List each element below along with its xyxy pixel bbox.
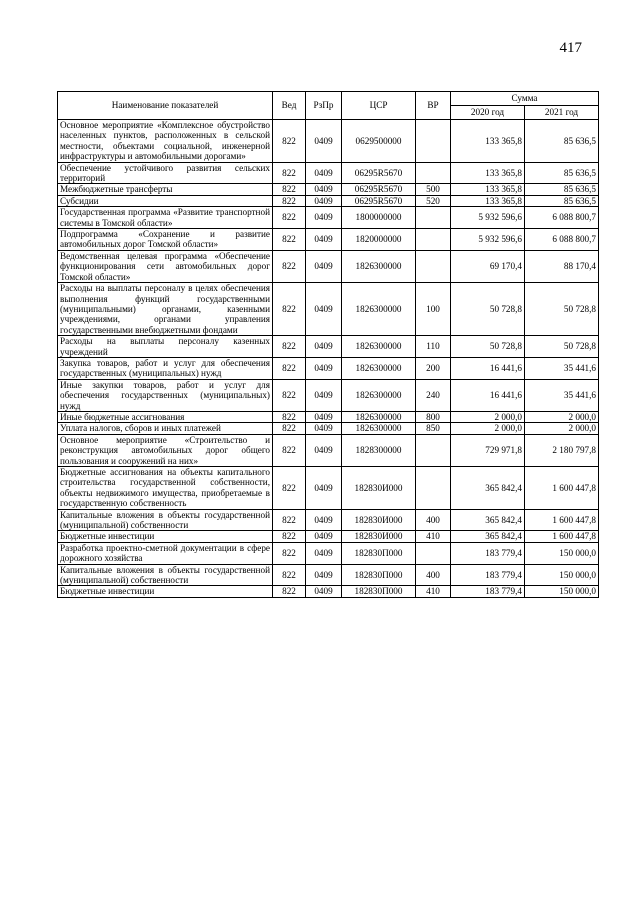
header-year-2020: 2020 год [451,106,525,120]
table-row [58,542,599,564]
cell-2020: 50 728,8 [451,336,525,358]
cell-ved: 822 [273,195,306,206]
cell-ved: 822 [273,379,306,411]
cell-2021: 6 088 800,7 [525,229,599,251]
header-name: Наименование показателей [58,92,273,120]
cell-vr: 100 [416,283,451,336]
cell-name: Уплата налогов, сборов и иных платежей [58,423,273,434]
cell-2020: 69 170,4 [451,250,525,282]
cell-2020: 133 365,8 [451,195,525,206]
table-row [58,357,599,379]
cell-vr [416,434,451,466]
cell-2020: 729 971,8 [451,434,525,466]
table-header [58,92,599,120]
cell-rzpr: 0409 [306,467,342,510]
cell-ved: 822 [273,467,306,510]
cell-2021: 50 728,8 [525,283,599,336]
cell-csr: 1826300000 [342,357,416,379]
cell-vr: 200 [416,357,451,379]
cell-rzpr: 0409 [306,509,342,531]
cell-vr [416,162,451,184]
cell-csr: 0629500000 [342,120,416,163]
cell-ved: 822 [273,229,306,251]
cell-csr: 182830И000 [342,509,416,531]
cell-2021: 150 000,0 [525,564,599,586]
cell-2020: 183 779,4 [451,564,525,586]
table-row [58,564,599,586]
cell-2020: 5 932 596,6 [451,229,525,251]
cell-rzpr: 0409 [306,250,342,282]
cell-2020: 183 779,4 [451,542,525,564]
cell-name: Основное мероприятие «Комплексное обустройство населенных пунктов, расположенных в сельской местности, объектами социальной, инженерной инфраструктуры и автомобильными дорогами» [58,120,273,163]
cell-2021: 1 600 447,8 [525,531,599,542]
table-body [58,120,599,598]
table-row [58,379,599,411]
cell-name: Иные закупки товаров, работ и услуг для обеспечения государственных (муниципальных) нужд [58,379,273,411]
cell-2020: 50 728,8 [451,283,525,336]
cell-rzpr: 0409 [306,184,342,195]
table-row [58,423,599,434]
table-row [58,283,599,336]
cell-ved: 822 [273,434,306,466]
cell-ved: 822 [273,184,306,195]
cell-name: Иные бюджетные ассигнования [58,411,273,422]
cell-ved: 822 [273,250,306,282]
table-row [58,184,599,195]
cell-2020: 133 365,8 [451,162,525,184]
cell-2021: 2 000,0 [525,423,599,434]
cell-2020: 133 365,8 [451,120,525,163]
table-row [58,250,599,282]
cell-name: Капитальные вложения в объекты государственной (муниципальной) собственности [58,564,273,586]
cell-2020: 365 842,4 [451,531,525,542]
cell-csr: 06295R5670 [342,184,416,195]
cell-2020: 5 932 596,6 [451,207,525,229]
cell-csr: 06295R5670 [342,195,416,206]
cell-csr: 1826300000 [342,250,416,282]
cell-ved: 822 [273,564,306,586]
cell-rzpr: 0409 [306,411,342,422]
table-row [58,411,599,422]
header-year-2021: 2021 год [525,106,599,120]
cell-vr: 410 [416,586,451,597]
table-row [58,162,599,184]
cell-name: Бюджетные инвестиции [58,586,273,597]
cell-2020: 16 441,6 [451,357,525,379]
cell-csr: 1826300000 [342,379,416,411]
table-row [58,195,599,206]
cell-csr: 182830П000 [342,564,416,586]
cell-2021: 2 000,0 [525,411,599,422]
table-row [58,467,599,510]
cell-2021: 85 636,5 [525,195,599,206]
cell-csr: 1826300000 [342,411,416,422]
cell-name: Ведомственная целевая программа «Обеспечение функционирования сети автомобильных дорог Томской области» [58,250,273,282]
cell-2021: 1 600 447,8 [525,467,599,510]
cell-name: Межбюджетные трансферты [58,184,273,195]
cell-ved: 822 [273,283,306,336]
budget-table [57,91,599,598]
cell-rzpr: 0409 [306,423,342,434]
cell-2021: 1 600 447,8 [525,509,599,531]
cell-rzpr: 0409 [306,120,342,163]
cell-2020: 16 441,6 [451,379,525,411]
cell-csr: 1800000000 [342,207,416,229]
cell-vr: 500 [416,184,451,195]
cell-2021: 150 000,0 [525,586,599,597]
cell-ved: 822 [273,411,306,422]
cell-name: Расходы на выплаты персоналу казенных учреждений [58,336,273,358]
cell-ved: 822 [273,120,306,163]
cell-csr: 182830П000 [342,542,416,564]
table-row [58,229,599,251]
cell-2021: 50 728,8 [525,336,599,358]
header-sum: Сумма [451,92,599,106]
cell-rzpr: 0409 [306,162,342,184]
cell-vr [416,229,451,251]
cell-ved: 822 [273,531,306,542]
cell-ved: 822 [273,509,306,531]
cell-2021: 6 088 800,7 [525,207,599,229]
table-row [58,207,599,229]
cell-name: Обеспечение устойчивого развития сельских территорий [58,162,273,184]
cell-2021: 35 441,6 [525,379,599,411]
cell-csr: 182830И000 [342,531,416,542]
cell-rzpr: 0409 [306,564,342,586]
table-row [58,509,599,531]
cell-name: Подпрограмма «Сохранение и развитие автомобильных дорог Томской области» [58,229,273,251]
cell-rzpr: 0409 [306,229,342,251]
cell-csr: 182830П000 [342,586,416,597]
cell-name: Бюджетные ассигнования на объекты капитального строительства государственной собственности, объекты недвижимого имущества, приобретаемые в государственную собственность [58,467,273,510]
cell-vr: 410 [416,531,451,542]
cell-csr: 06295R5670 [342,162,416,184]
cell-vr: 400 [416,564,451,586]
cell-ved: 822 [273,586,306,597]
cell-2020: 183 779,4 [451,586,525,597]
cell-csr: 1826300000 [342,283,416,336]
cell-ved: 822 [273,357,306,379]
cell-2020: 2 000,0 [451,411,525,422]
cell-name: Закупка товаров, работ и услуг для обеспечения государственных (муниципальных) нужд [58,357,273,379]
cell-2021: 85 636,5 [525,162,599,184]
cell-name: Капитальные вложения в объекты государственной (муниципальной) собственности [58,509,273,531]
cell-name: Основное мероприятие «Строительство и реконструкция автомобильных дорог общего пользования и сооружений на них» [58,434,273,466]
cell-vr [416,250,451,282]
cell-2021: 85 636,5 [525,120,599,163]
header-ved: Вед [273,92,306,120]
page-number: 417 [559,40,582,56]
cell-vr [416,467,451,510]
cell-name: Разработка проектно-сметной документации в сфере дорожного хозяйства [58,542,273,564]
cell-2021: 88 170,4 [525,250,599,282]
cell-2020: 2 000,0 [451,423,525,434]
cell-2020: 365 842,4 [451,467,525,510]
cell-rzpr: 0409 [306,207,342,229]
cell-rzpr: 0409 [306,586,342,597]
cell-vr [416,207,451,229]
cell-rzpr: 0409 [306,542,342,564]
cell-ved: 822 [273,207,306,229]
header-rzpr: РзПр [306,92,342,120]
cell-csr: 182830И000 [342,467,416,510]
cell-vr: 850 [416,423,451,434]
cell-2021: 85 636,5 [525,184,599,195]
cell-csr: 1820000000 [342,229,416,251]
cell-vr: 400 [416,509,451,531]
table-row [58,586,599,597]
cell-vr [416,120,451,163]
cell-rzpr: 0409 [306,195,342,206]
cell-rzpr: 0409 [306,283,342,336]
cell-vr [416,542,451,564]
cell-ved: 822 [273,162,306,184]
cell-vr: 240 [416,379,451,411]
cell-2020: 133 365,8 [451,184,525,195]
cell-2021: 2 180 797,8 [525,434,599,466]
cell-2021: 150 000,0 [525,542,599,564]
table-row [58,120,599,163]
cell-rzpr: 0409 [306,531,342,542]
header-vr: ВР [416,92,451,120]
cell-rzpr: 0409 [306,379,342,411]
cell-2020: 365 842,4 [451,509,525,531]
cell-name: Расходы на выплаты персоналу в целях обеспечения выполнения функций государственными (муниципальными) органами, казенными учреждениями, органами управления государственными внебюджетными фондами [58,283,273,336]
cell-name: Государственная программа «Развитие транспортной системы в Томской области» [58,207,273,229]
cell-ved: 822 [273,542,306,564]
cell-ved: 822 [273,336,306,358]
table-row [58,434,599,466]
cell-csr: 1826300000 [342,336,416,358]
header-csr: ЦСР [342,92,416,120]
cell-vr: 520 [416,195,451,206]
cell-name: Субсидии [58,195,273,206]
table-row [58,336,599,358]
cell-rzpr: 0409 [306,336,342,358]
cell-vr: 110 [416,336,451,358]
cell-rzpr: 0409 [306,357,342,379]
cell-vr: 800 [416,411,451,422]
cell-csr: 1826300000 [342,423,416,434]
table-row [58,531,599,542]
cell-2021: 35 441,6 [525,357,599,379]
cell-name: Бюджетные инвестиции [58,531,273,542]
cell-csr: 1828300000 [342,434,416,466]
cell-rzpr: 0409 [306,434,342,466]
cell-ved: 822 [273,423,306,434]
